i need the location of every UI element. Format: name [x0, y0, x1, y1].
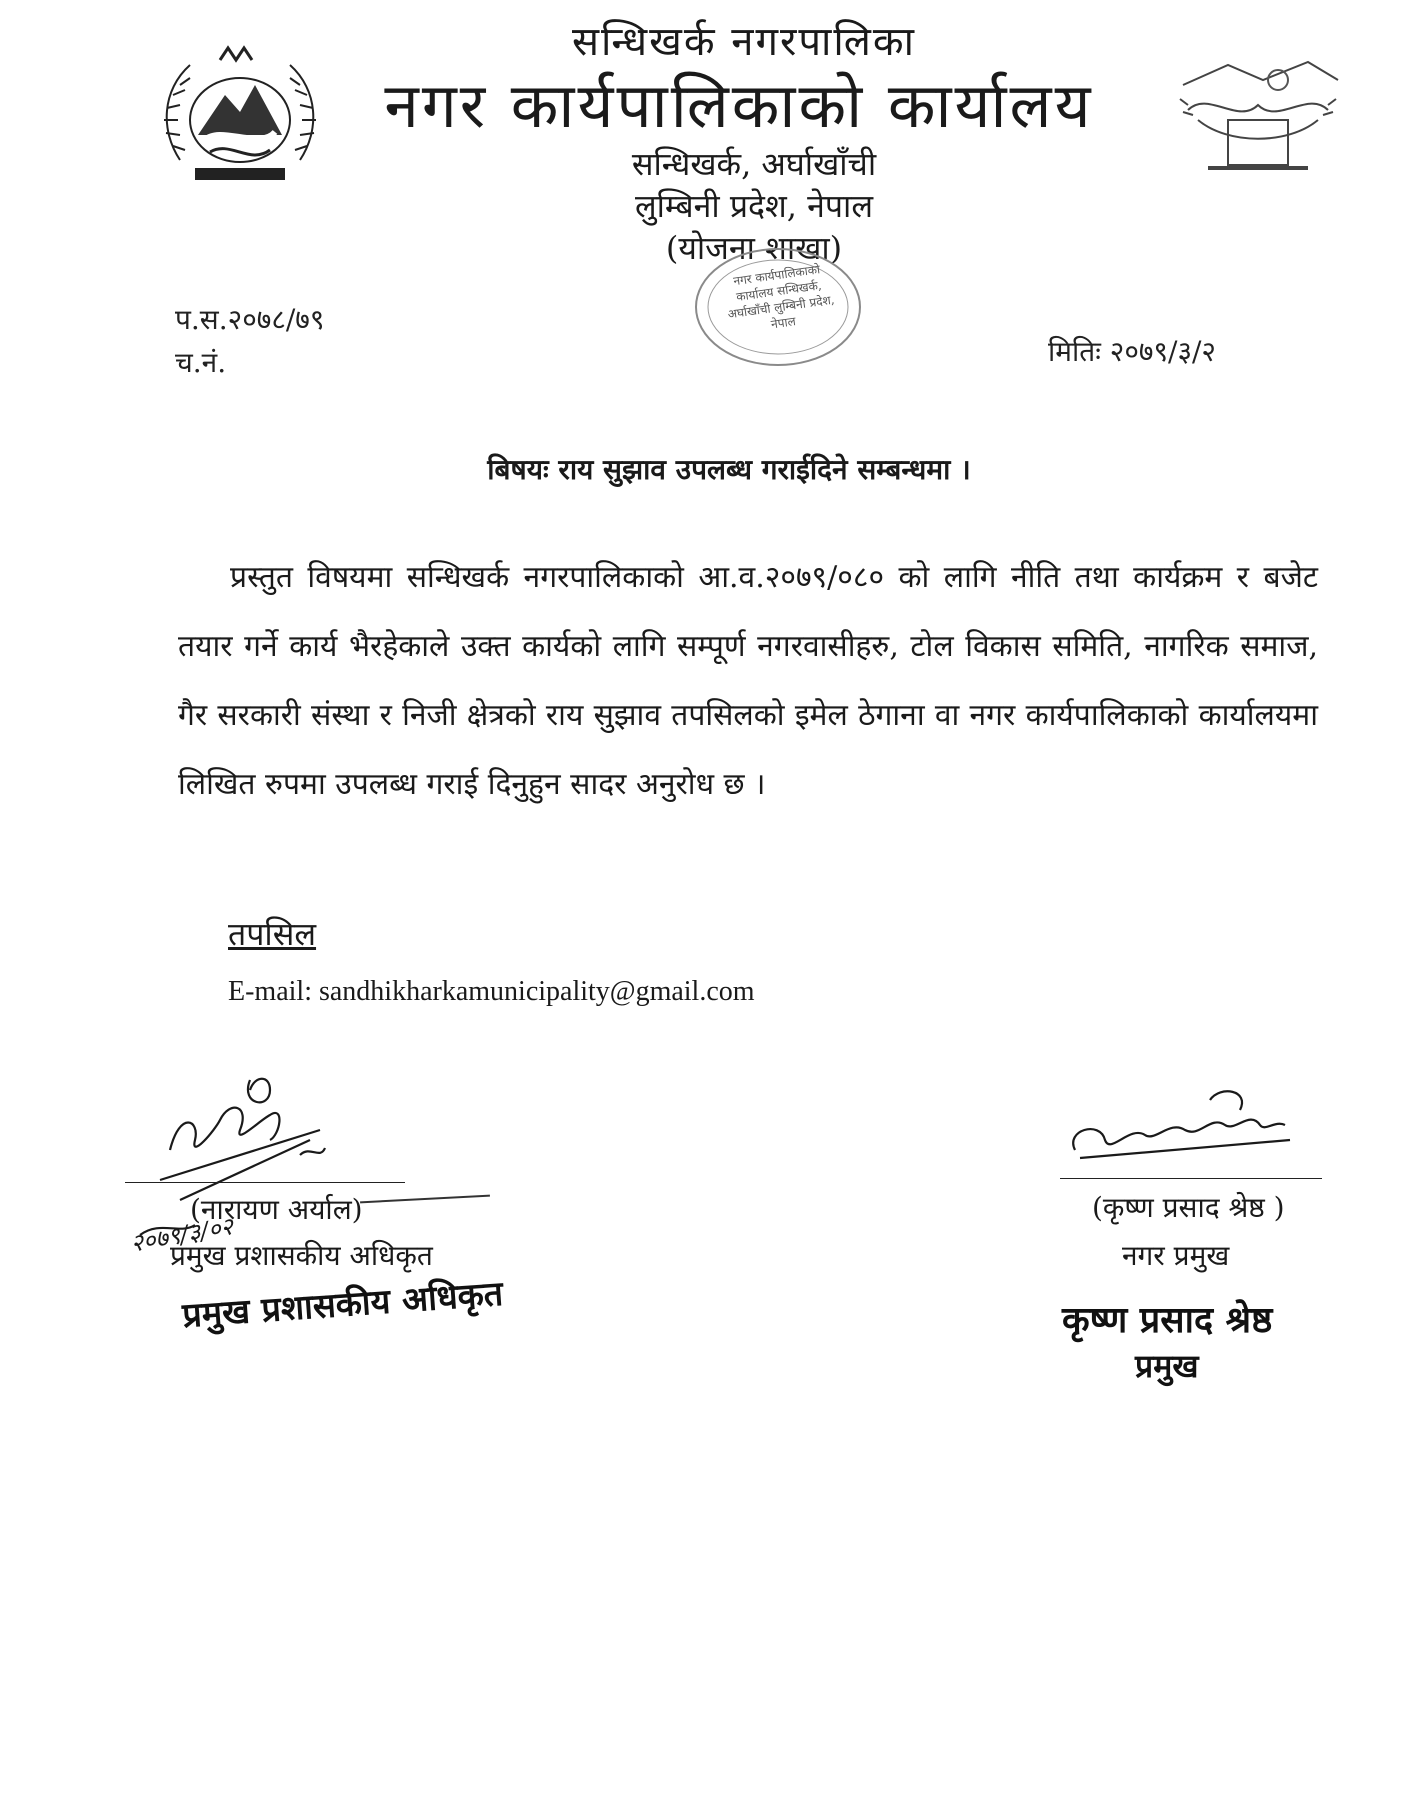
subject-line: बिषयः राय सुझाव उपलब्ध गराईदिने सम्बन्धमा । — [487, 453, 971, 486]
left-signature-line — [125, 1182, 405, 1183]
left-official-stamp: प्रमुख प्रशासकीय अधिकृत — [181, 1273, 505, 1337]
right-signature — [1060, 1080, 1320, 1170]
right-signature-line — [1060, 1178, 1322, 1179]
left-signatory-name: (नारायण अर्याल) — [190, 1193, 363, 1226]
left-signatory-title: प्रमुख प्रशासकीय अधिकृत — [170, 1239, 433, 1272]
right-stamp-title: प्रमुख — [1135, 1347, 1199, 1385]
left-handwritten-date: २०७९/३/०२ — [128, 1212, 236, 1258]
body-paragraph: प्रस्तुत विषयमा सन्धिखर्क नगरपालिकाको आ.व.२०७९/०८० को लागि नीति तथा कार्यक्रम र बजेट तयार गर्ने कार्य भैरहेकाले उक्त कार्यको लागि सम्पूर्ण नगरवासीहरु, टोल विकास समिति, नागरिक समाज, गैर सरकारी संस्था र निजी क्षेत्रको राय सुझाव तपसिलको इमेल ठेगाना वा नगर कार्यपालिकाको कार्यालयमा लिखित रुपमा उपलब्ध गराई दिनुहुन सादर अनुरोध छ । — [178, 560, 1318, 802]
right-signatory-name: (कृष्ण प्रसाद श्रेष्ठ ) — [1092, 1191, 1285, 1224]
right-signatory-title: नगर प्रमुख — [1122, 1239, 1230, 1272]
office-title: नगर कार्यपालिकाको कार्यालय — [384, 69, 1094, 142]
municipality-name: सन्धिखर्क नगरपालिका — [572, 19, 916, 65]
letter-date: मितिः २०७९/३/२ — [1048, 335, 1216, 368]
office-seal-text: नगर कार्यपालिकाको कार्यालय सन्धिखर्क, अर्घाखाँची लुम्बिनी प्रदेश, नेपाल — [726, 262, 836, 332]
office-seal-stamp — [690, 245, 865, 375]
address-line2: लुम्बिनी प्रदेश, नेपाल — [634, 187, 874, 225]
email-address: E-mail: sandhikharkamunicipality@gmail.com — [228, 976, 755, 1007]
reference-number: प.स.२०७८/७९ — [175, 303, 325, 336]
section-name: (योजना शाखा) — [665, 229, 843, 267]
dispatch-number: च.नं. — [175, 346, 227, 379]
tapsil-heading: तपसिल — [228, 915, 317, 953]
address-line1: सन्धिखर्क, अर्घाखाँची — [631, 145, 877, 183]
right-stamp-name: कृष्ण प्रसाद श्रेष्ठ — [1062, 1299, 1273, 1341]
